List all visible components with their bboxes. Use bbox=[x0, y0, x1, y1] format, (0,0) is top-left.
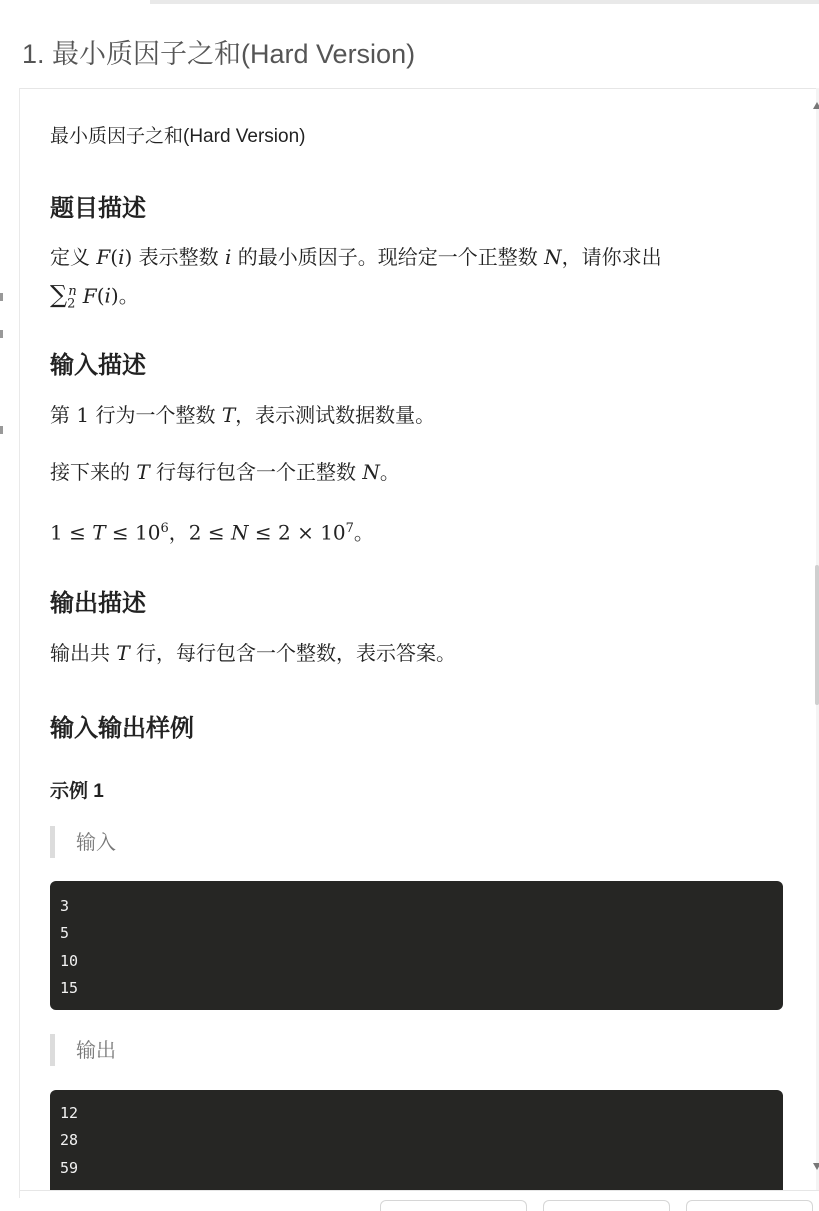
code-line: 15 bbox=[60, 979, 79, 997]
sample-input-label: 输入 bbox=[50, 826, 116, 858]
samples-heading: 输入输出样例 bbox=[50, 714, 194, 742]
gutter-mark bbox=[0, 330, 3, 338]
problem-subtitle: 最小质因子之和(Hard Version) bbox=[50, 126, 306, 147]
sample-output-label: 输出 bbox=[50, 1034, 116, 1066]
input-line-2: 接下来的 T 行每行包含一个正整数 N。 bbox=[50, 460, 400, 484]
code-line: 28 bbox=[60, 1131, 79, 1149]
toolbar-button[interactable] bbox=[380, 1200, 527, 1211]
input-line-1: 第 1 行为一个整数 T，表示测试数据数量。 bbox=[50, 403, 436, 427]
output-heading: 输出描述 bbox=[50, 589, 146, 617]
sample-input-code[interactable] bbox=[50, 881, 783, 1010]
output-line: 输出共 T 行，每行包含一个整数，表示答案。 bbox=[50, 641, 457, 665]
code-line: 59 bbox=[60, 1159, 79, 1177]
description-heading: 题目描述 bbox=[50, 194, 146, 222]
problem-header bbox=[0, 6, 819, 89]
sample-output-code[interactable] bbox=[50, 1090, 783, 1190]
scrollbar-thumb[interactable] bbox=[815, 565, 819, 705]
toolbar-button[interactable] bbox=[686, 1200, 813, 1211]
gutter-mark bbox=[0, 426, 3, 434]
description-line-1: 定义 F(i) 表示整数 i 的最小质因子。现给定一个正整数 N，请你求出 bbox=[50, 245, 662, 269]
input-constraints: $1 \le T \le 10^6$，$2 \le N \le 2 \times 10^7$。 bbox=[50, 520, 374, 545]
code-line: 12 bbox=[60, 1104, 79, 1122]
scroll-down-icon[interactable] bbox=[813, 1163, 819, 1170]
page-title: 1. 最小质因子之和(Hard Version) bbox=[22, 39, 416, 69]
description-line-2: $\sum_2^n$ F(i)。 bbox=[50, 280, 139, 312]
top-divider bbox=[150, 0, 819, 4]
scroll-up-icon[interactable] bbox=[813, 102, 819, 109]
example-title: 示例 1 bbox=[50, 781, 104, 802]
code-line: 5 bbox=[60, 924, 70, 942]
toolbar-button[interactable] bbox=[543, 1200, 670, 1211]
input-heading: 输入描述 bbox=[50, 351, 146, 379]
code-line: 3 bbox=[60, 897, 70, 915]
left-panel-edge bbox=[0, 88, 20, 1198]
code-line: 10 bbox=[60, 952, 79, 970]
gutter-mark bbox=[0, 293, 3, 301]
problem-content bbox=[20, 88, 816, 1190]
